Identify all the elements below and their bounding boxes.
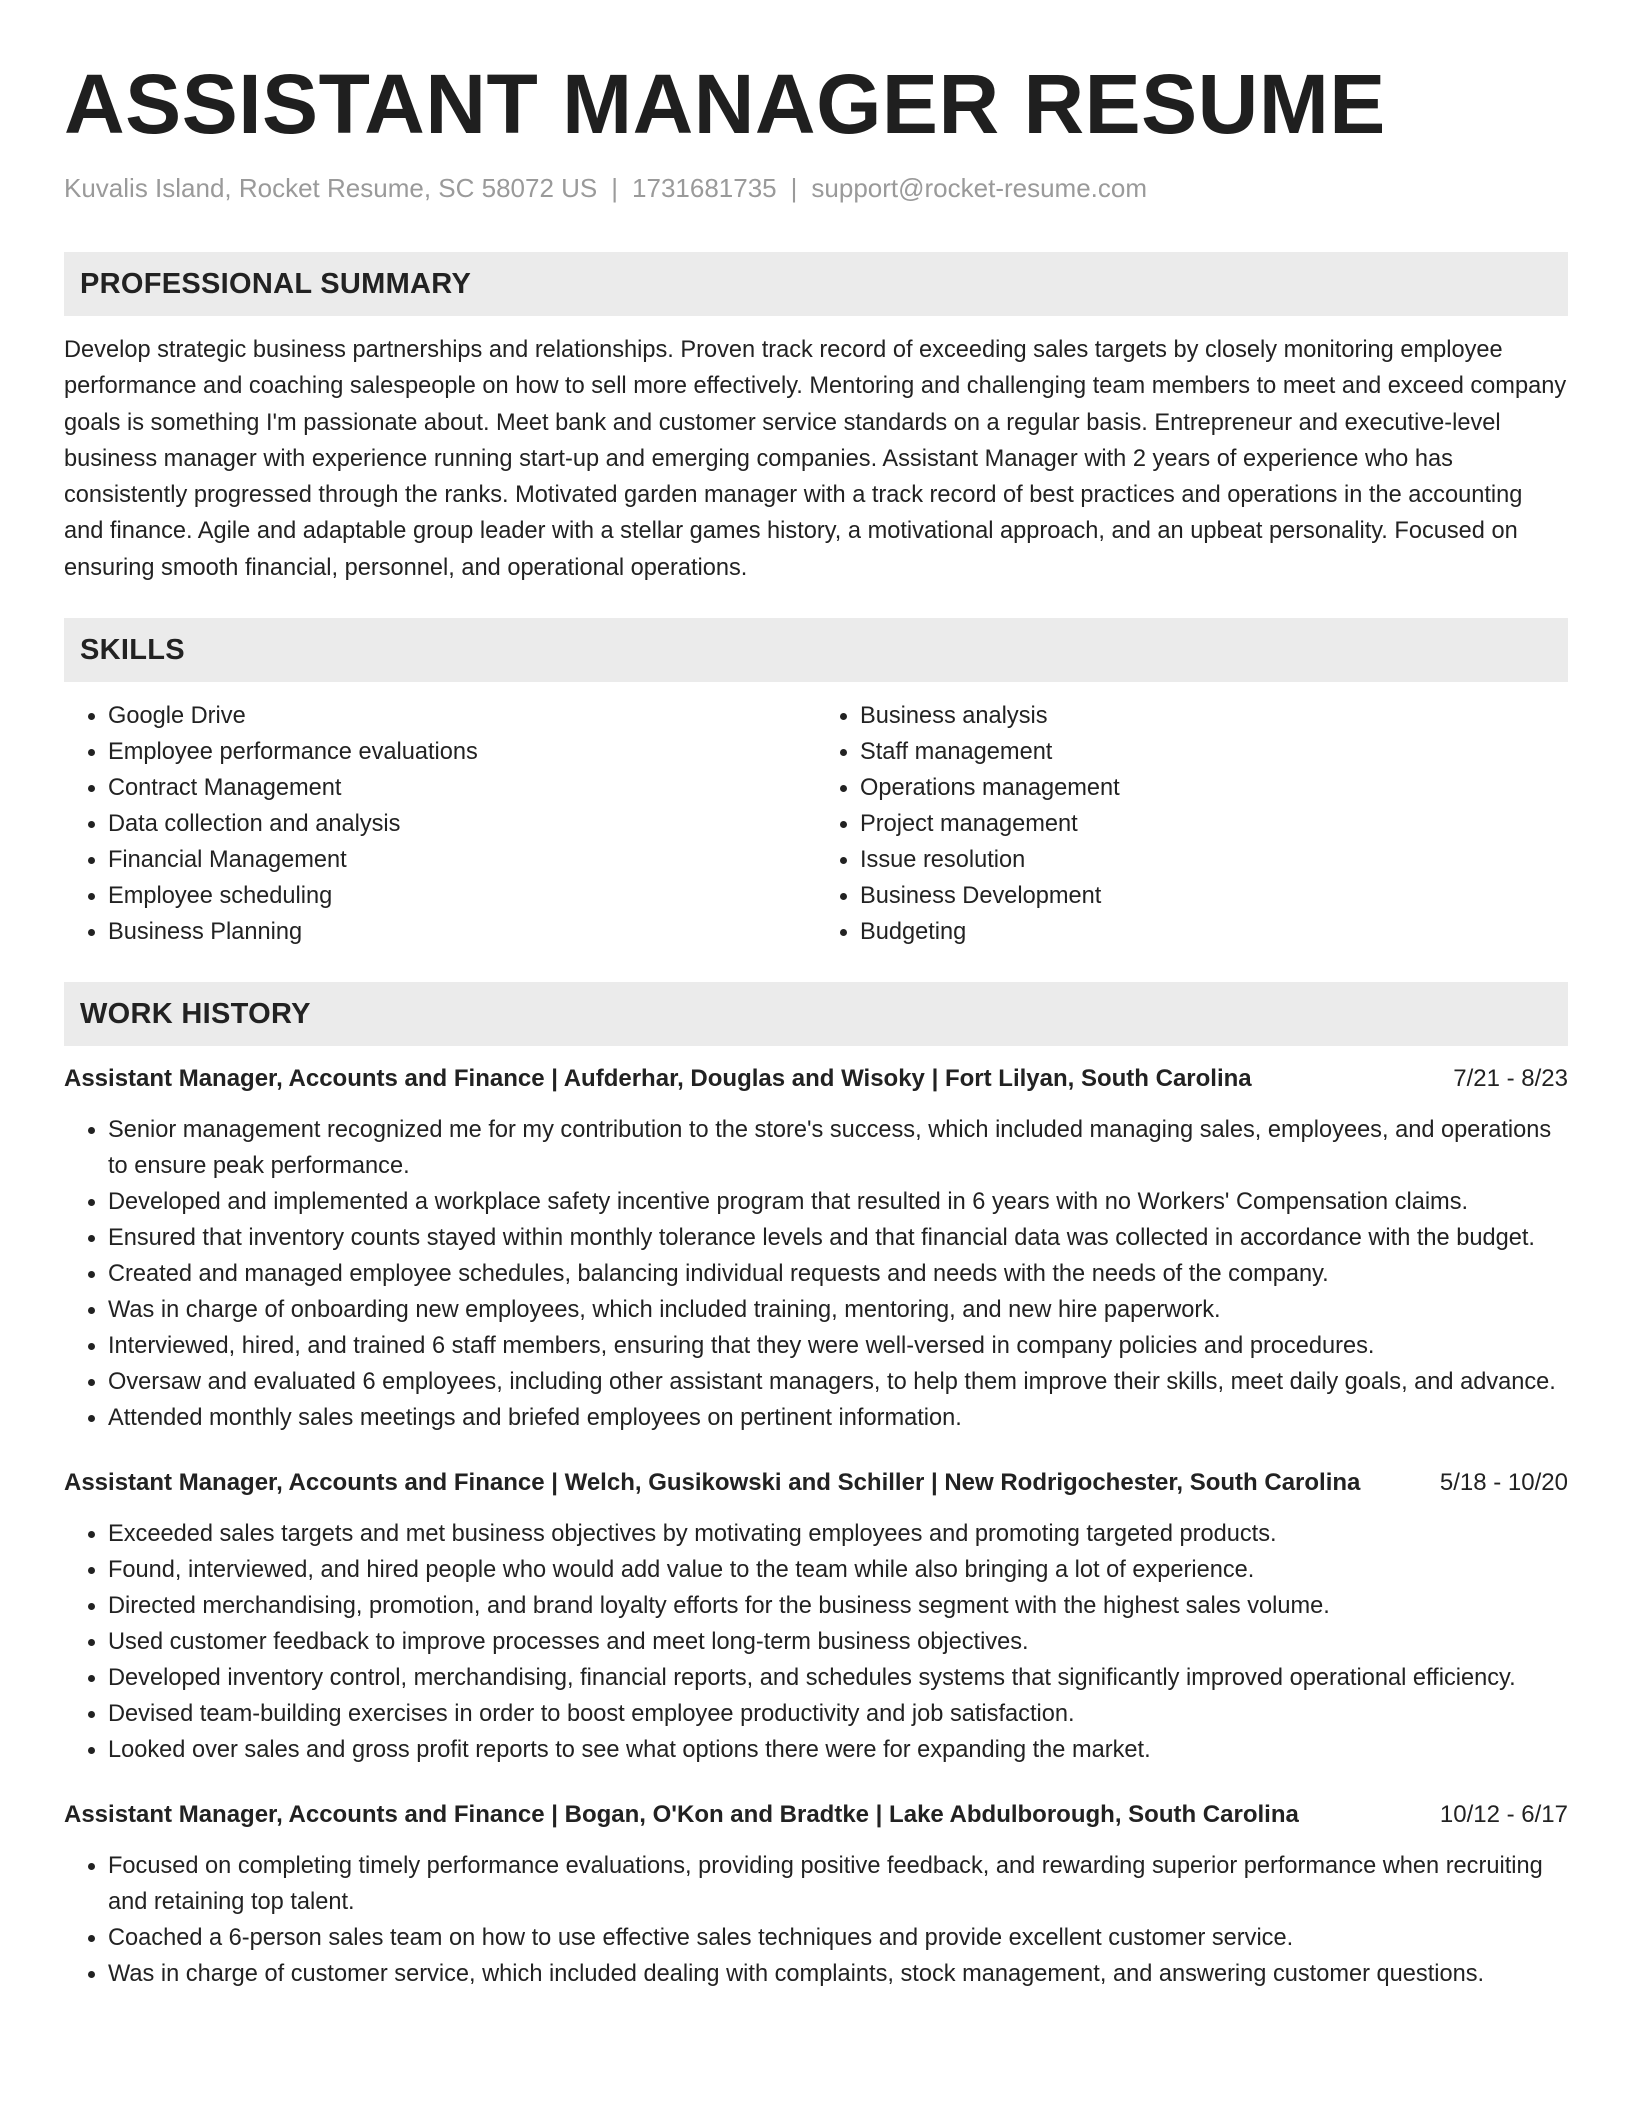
skill-item: • Employee performance evaluations [108, 734, 816, 770]
skills-column-right [816, 698, 1568, 950]
job-bullet: • Developed inventory control, merchandising, financial reports, and schedules systems that significantly improved operational efficiency. [108, 1660, 1568, 1696]
job-dates: 7/21 - 8/23 [1453, 1065, 1568, 1093]
job-bullet: • Was in charge of customer service, which included dealing with complaints, stock management, and answering customer questions. [108, 1956, 1568, 1992]
job-entry [64, 1466, 1568, 1768]
job-title: Assistant Manager, Accounts and Finance | Bogan, O'Kon and Bradtke | Lake Abdulborough, South Carolina [64, 1801, 1299, 1829]
job-heading [64, 1798, 1568, 1832]
job-dates: 5/18 - 10/20 [1439, 1469, 1568, 1497]
skill-item: • Business analysis [860, 698, 1568, 734]
job-bullet: • Oversaw and evaluated 6 employees, including other assistant managers, to help them improve their skills, meet daily goals, and advance. [108, 1364, 1568, 1400]
section-header-summary: PROFESSIONAL SUMMARY [64, 252, 1568, 316]
job-bullet: • Ensured that inventory counts stayed within monthly tolerance levels and that financial data was collected in accordance with the budget. [108, 1220, 1568, 1256]
contact-separator: | [790, 173, 798, 203]
job-bullet: • Directed merchandising, promotion, and brand loyalty efforts for the business segment with the highest sales volume. [108, 1588, 1568, 1624]
contact-line [64, 170, 1568, 206]
job-bullet: • Exceeded sales targets and met business objectives by motivating employees and promoting targeted products. [108, 1516, 1568, 1552]
job-bullets [64, 1516, 1568, 1768]
skill-item: • Google Drive [108, 698, 816, 734]
job-title: Assistant Manager, Accounts and Finance | Welch, Gusikowski and Schiller | New Rodrigochester, South Carolina [64, 1469, 1361, 1497]
contact-email: support@rocket-resume.com [811, 173, 1148, 203]
skill-item: • Financial Management [108, 842, 816, 878]
job-bullet: • Used customer feedback to improve processes and meet long-term business objectives. [108, 1624, 1568, 1660]
job-title: Assistant Manager, Accounts and Finance | Aufderhar, Douglas and Wisoky | Fort Lilyan, South Carolina [64, 1065, 1252, 1093]
resume-name: ASSISTANT MANAGER RESUME [64, 57, 1386, 151]
contact-phone: 1731681735 [632, 173, 777, 203]
contact-address: Kuvalis Island, Rocket Resume, SC 58072 US [64, 173, 598, 203]
contact-separator: | [611, 173, 619, 203]
job-heading [64, 1466, 1568, 1500]
job-bullet: • Focused on completing timely performance evaluations, providing positive feedback, and rewarding superior performance when recruiting and retaining top talent. [108, 1848, 1568, 1920]
job-bullet: • Created and managed employee schedules, balancing individual requests and needs with the needs of the company. [108, 1256, 1568, 1292]
job-bullet: • Attended monthly sales meetings and briefed employees on pertinent information. [108, 1400, 1568, 1436]
job-bullet: • Devised team-building exercises in order to boost employee productivity and job satisfaction. [108, 1696, 1568, 1732]
job-entry [64, 1798, 1568, 1992]
skill-item: • Project management [860, 806, 1568, 842]
skill-item: • Contract Management [108, 770, 816, 806]
skill-item: • Staff management [860, 734, 1568, 770]
job-bullet: • Coached a 6-person sales team on how to use effective sales techniques and provide excellent customer service. [108, 1920, 1568, 1956]
section-header-work-history: WORK HISTORY [64, 982, 1568, 1046]
job-bullet: • Looked over sales and gross profit reports to see what options there were for expanding the market. [108, 1732, 1568, 1768]
skill-item: • Business Planning [108, 914, 816, 950]
job-bullet: • Senior management recognized me for my contribution to the store's success, which included managing sales, employees, and operations to ensure peak performance. [108, 1112, 1568, 1184]
job-bullet: • Developed and implemented a workplace safety incentive program that resulted in 6 years with no Workers' Compensation claims. [108, 1184, 1568, 1220]
job-bullet: • Interviewed, hired, and trained 6 staff members, ensuring that they were well-versed in company policies and procedures. [108, 1328, 1568, 1364]
job-bullets [64, 1112, 1568, 1436]
skill-item: • Business Development [860, 878, 1568, 914]
job-bullet: • Found, interviewed, and hired people who would add value to the team while also bringing a lot of experience. [108, 1552, 1568, 1588]
skill-item: • Issue resolution [860, 842, 1568, 878]
job-bullet: • Was in charge of onboarding new employees, which included training, mentoring, and new hire paperwork. [108, 1292, 1568, 1328]
section-header-skills: SKILLS [64, 618, 1568, 682]
job-entry [64, 1062, 1568, 1436]
job-heading [64, 1062, 1568, 1096]
skill-item: • Data collection and analysis [108, 806, 816, 842]
summary-text: Develop strategic business partnerships and relationships. Proven track record of exceeding sales targets by closely monitoring employee performance and coaching salespeople on how to sell more effectively. Mentoring and challenging team members to meet and exceed company goals is something I'm passionate about. Meet bank and customer service standards on a regular basis. Entrepreneur and executive-level business manager with experience running start-up and emerging companies. Assistant Manager with 2 years of experience who has consistently progressed through the ranks. Motivated garden manager with a track record of best practices and operations in the accounting and finance. Agile and adaptable group leader with a stellar games history, a motivational approach, and an upbeat personality. Focused on ensuring smooth financial, personnel, and operational operations. [64, 337, 1567, 581]
skill-item: • Operations management [860, 770, 1568, 806]
skill-item: • Employee scheduling [108, 878, 816, 914]
job-bullets [64, 1848, 1568, 1992]
skill-item: • Budgeting [860, 914, 1568, 950]
skills-list [64, 698, 1568, 950]
resume-page [64, 52, 1568, 1992]
job-dates: 10/12 - 6/17 [1439, 1801, 1568, 1829]
skills-column-left [64, 698, 816, 950]
